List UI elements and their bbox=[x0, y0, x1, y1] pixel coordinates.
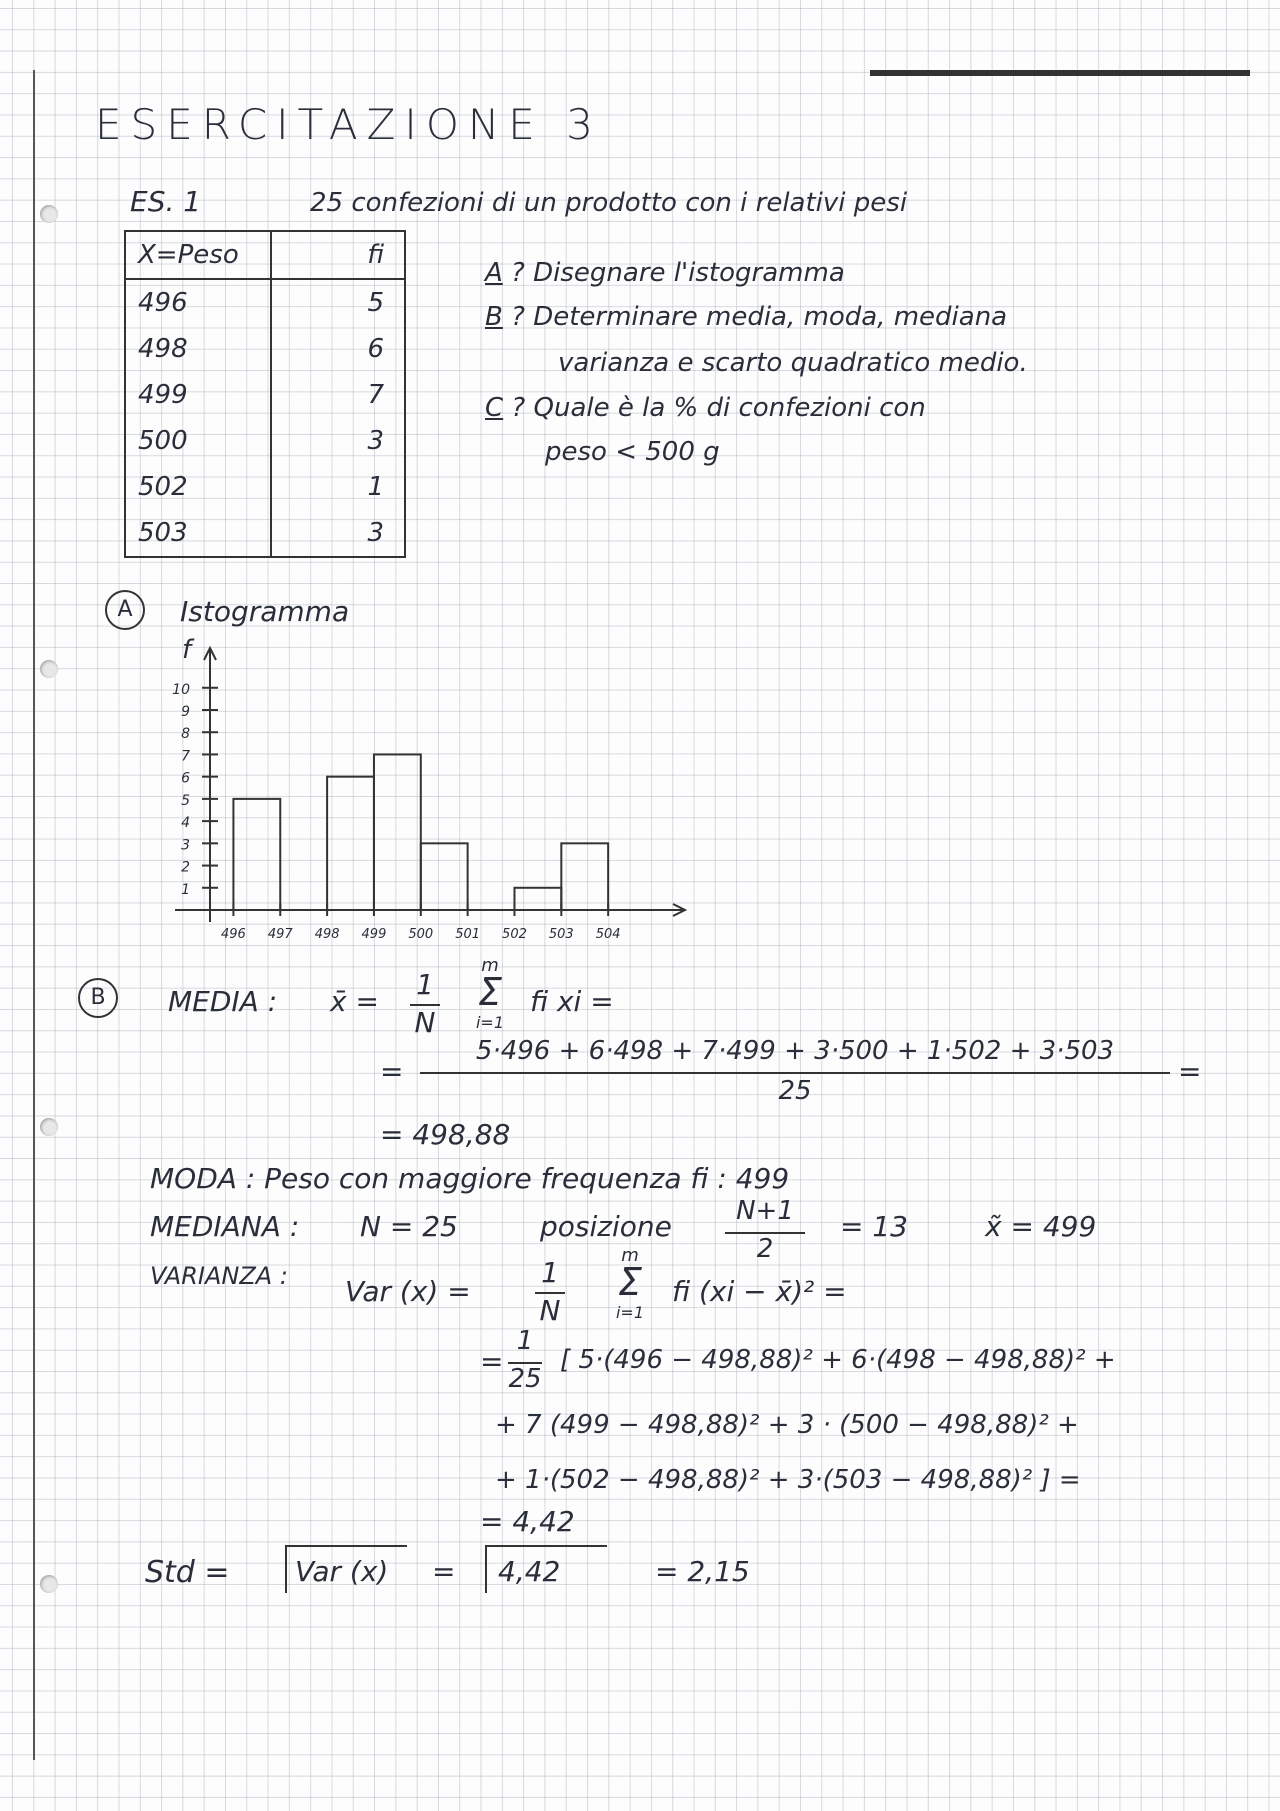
y-tick-label: 3 bbox=[181, 837, 190, 854]
media-label: MEDIA : bbox=[168, 985, 278, 1018]
question-letter: B bbox=[485, 302, 503, 332]
mediana-position: posizione bbox=[540, 1210, 672, 1243]
question-letter: A bbox=[485, 258, 503, 288]
exercise-label: ES. 1 bbox=[130, 185, 202, 218]
x-tick-label: 499 bbox=[361, 927, 387, 942]
sum-lower: i=1 bbox=[615, 1303, 645, 1322]
std-eq: = bbox=[432, 1555, 456, 1588]
exercise-intro: 25 confezioni di un prodotto con i relativi pesi bbox=[310, 188, 908, 218]
x-tick-label: 500 bbox=[408, 927, 434, 942]
var-eq: = bbox=[480, 1345, 504, 1378]
media-N: N bbox=[414, 1006, 436, 1039]
media-result: = 498,88 bbox=[380, 1118, 511, 1151]
histogram-bar bbox=[374, 754, 421, 910]
table-cell: 3 bbox=[271, 510, 405, 557]
mediana-eq: = 13 bbox=[840, 1210, 908, 1243]
y-tick-label: 7 bbox=[181, 748, 190, 765]
var-line1: [ 5·(496 − 498,88)² + 6·(498 − 498,88)² + bbox=[560, 1345, 1116, 1375]
page-title: ESERCITAZIONE 3 bbox=[95, 100, 602, 149]
table-cell: 499 bbox=[125, 372, 271, 418]
moda-line: MODA : Peso con maggiore frequenza fi : 499 bbox=[150, 1162, 790, 1195]
var-N: N bbox=[539, 1294, 561, 1327]
table-cell: 1 bbox=[271, 464, 405, 510]
var-line2: + 7 (499 − 498,88)² + 3 · (500 − 498,88)² + bbox=[495, 1410, 1079, 1440]
std-label: Std = bbox=[145, 1555, 230, 1590]
y-tick-label: 9 bbox=[181, 704, 190, 720]
table-header: X=Peso bbox=[125, 231, 271, 279]
fraction-bar bbox=[420, 1072, 1170, 1074]
x-tick-label: 496 bbox=[221, 927, 246, 942]
question-text: Quale è la % di confezioni con bbox=[533, 393, 926, 423]
table-cell: 7 bbox=[271, 372, 405, 418]
sum-lower: i=1 bbox=[475, 1013, 505, 1032]
table-cell: 6 bbox=[271, 326, 405, 372]
std-result: = 2,15 bbox=[655, 1555, 750, 1588]
section-b-badge: B bbox=[78, 978, 118, 1018]
varianza-label: VARIANZA : bbox=[150, 1262, 288, 1290]
y-tick-label: 2 bbox=[181, 859, 190, 876]
var-one: 1 bbox=[541, 1256, 559, 1289]
mediana-frac-den: 2 bbox=[756, 1234, 774, 1264]
question-text: Determinare media, moda, mediana bbox=[533, 302, 1008, 332]
table-header: fi bbox=[271, 231, 405, 279]
section-a-badge: A bbox=[105, 590, 145, 630]
var-result: = 4,42 bbox=[480, 1505, 575, 1538]
x-tick-label: 502 bbox=[502, 927, 527, 942]
var-term: fi (xi − x̄)² = bbox=[672, 1275, 847, 1308]
histogram-bar bbox=[421, 843, 468, 910]
y-tick-label: 4 bbox=[181, 815, 190, 832]
x-tick-label: 497 bbox=[267, 927, 293, 942]
question-c-cont: peso < 500 g bbox=[545, 437, 720, 467]
table-cell: 500 bbox=[125, 418, 271, 464]
mediana-frac-num: N+1 bbox=[736, 1196, 794, 1226]
question-c: C ? Quale è la % di confezioni con bbox=[485, 393, 926, 423]
histogram-bar bbox=[561, 843, 608, 910]
media-one: 1 bbox=[416, 968, 434, 1001]
y-tick-label: 10 bbox=[172, 681, 190, 698]
mediana-result: x̃ = 499 bbox=[985, 1210, 1097, 1243]
std-radicand-1: Var (x) bbox=[295, 1555, 389, 1588]
y-axis-label: f bbox=[182, 635, 192, 665]
question-b: B ? Determinare media, moda, mediana bbox=[485, 302, 1008, 332]
var-one-25: 1 bbox=[516, 1326, 534, 1356]
table-cell: 498 bbox=[125, 326, 271, 372]
sum-upper: m bbox=[481, 955, 499, 976]
sum-sigma: Σ bbox=[617, 1260, 642, 1304]
histogram-bar bbox=[514, 888, 561, 910]
media-numerator: 5·496 + 6·498 + 7·499 + 3·500 + 1·502 + 3·503 bbox=[475, 1036, 1115, 1066]
mediana-label: MEDIANA : bbox=[150, 1210, 300, 1243]
x-tick-label: 504 bbox=[595, 927, 621, 942]
var-line3: + 1·(502 − 498,88)² + 3·(503 − 498,88)² ] = bbox=[495, 1465, 1081, 1495]
media-eq-end: = bbox=[1178, 1055, 1202, 1088]
x-tick-label: 498 bbox=[314, 927, 340, 942]
sum-upper: m bbox=[621, 1245, 639, 1266]
question-text: Disegnare l'istogramma bbox=[533, 258, 845, 288]
table-cell: 496 bbox=[125, 279, 271, 326]
var-25: 25 bbox=[508, 1364, 542, 1394]
x-tick-label: 501 bbox=[455, 927, 481, 942]
table-cell: 5 bbox=[271, 279, 405, 326]
mediana-N: N = 25 bbox=[360, 1210, 458, 1243]
media-denominator: 25 bbox=[778, 1076, 812, 1106]
table-cell: 502 bbox=[125, 464, 271, 510]
y-tick-label: 5 bbox=[181, 792, 190, 809]
media-lhs: x̄ = bbox=[330, 985, 379, 1018]
y-tick-label: 6 bbox=[181, 770, 190, 787]
sum-sigma: Σ bbox=[477, 970, 502, 1014]
std-radicand-2: 4,42 bbox=[498, 1555, 561, 1588]
x-tick-label: 503 bbox=[548, 927, 574, 942]
y-tick-label: 8 bbox=[181, 726, 190, 743]
table-cell: 3 bbox=[271, 418, 405, 464]
media-term: fi xi = bbox=[530, 985, 614, 1018]
question-b-cont: varianza e scarto quadratico medio. bbox=[558, 348, 1028, 378]
histogram-bar bbox=[233, 799, 280, 910]
var-lhs: Var (x) = bbox=[345, 1275, 471, 1308]
histogram-bar bbox=[327, 777, 374, 910]
table-cell: 503 bbox=[125, 510, 271, 557]
media-eq: = bbox=[380, 1055, 404, 1088]
question-letter: C bbox=[485, 393, 504, 423]
section-a-heading: Istogramma bbox=[180, 595, 350, 628]
y-tick-label: 1 bbox=[181, 881, 190, 898]
question-a: A ? Disegnare l'istogramma bbox=[485, 258, 845, 288]
